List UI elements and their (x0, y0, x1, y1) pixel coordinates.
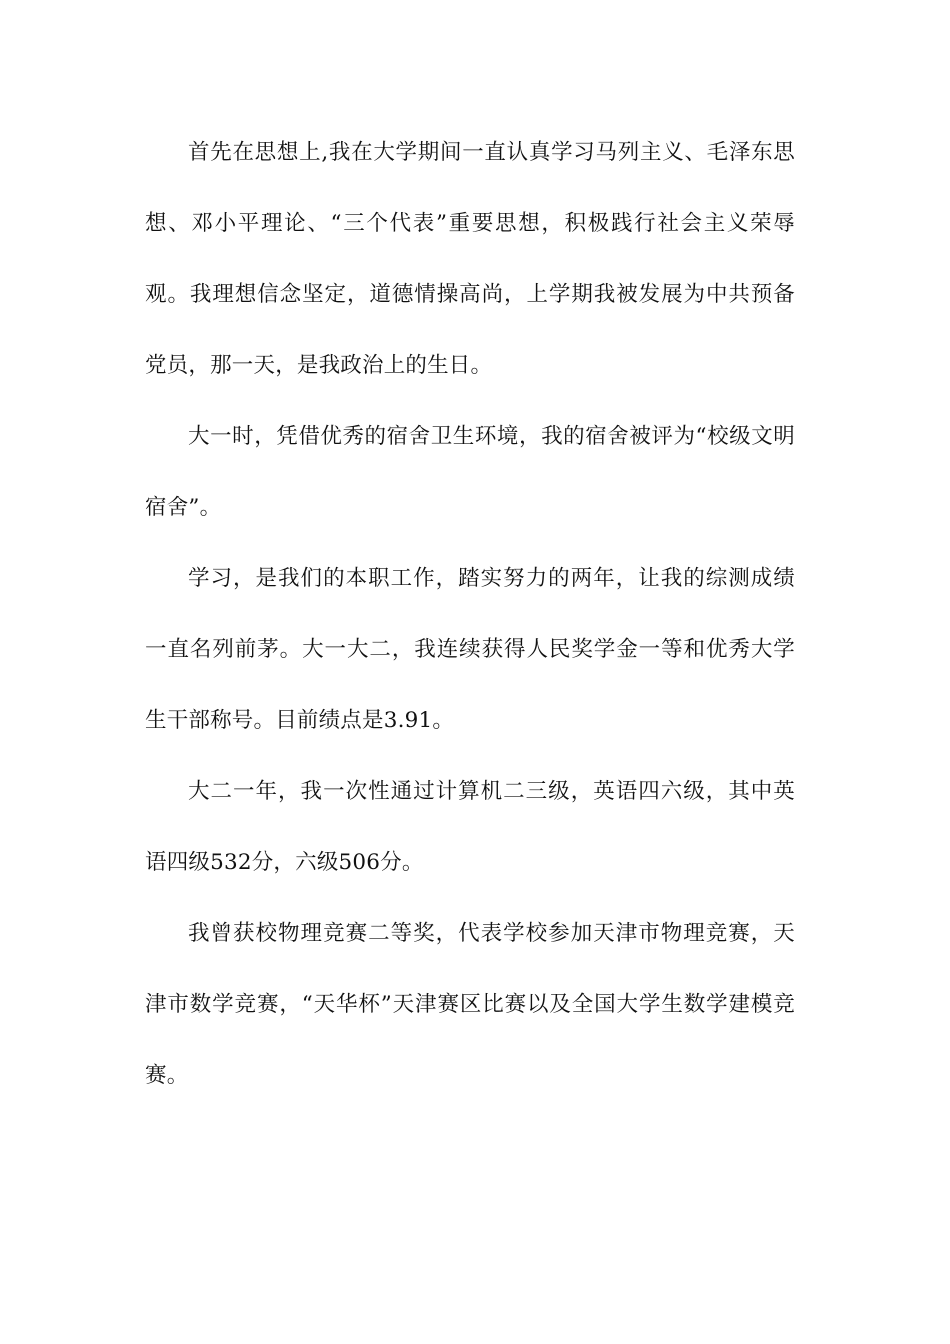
paragraph-political-thought: 首先在思想上,我在大学期间一直认真学习马列主义、毛泽东思想、邓小平理论、“三个代表”重要思想，积极践行社会主义荣辱观。我理想信念坚定，道德情操高尚，上学期我被发展为中共预备党员，那一天，是我政治上的生日。 (145, 140, 795, 378)
paragraph-dormitory-award: 大一时，凭借优秀的宿舍卫生环境，我的宿舍被评为“校级文明宿舍”。 (145, 424, 795, 520)
paragraph-exam-certificates: 大二一年，我一次性通过计算机二三级，英语四六级，其中英语四级532分，六级506分。 (145, 779, 795, 875)
document-body (145, 117, 795, 1111)
paragraph-academic-performance: 学习，是我们的本职工作，踏实努力的两年，让我的综测成绩一直名列前茅。大一大二，我连续获得人民奖学金一等和优秀大学生干部称号。目前绩点是3.91。 (145, 566, 795, 733)
paragraph-competitions: 我曾获校物理竞赛二等奖，代表学校参加天津市物理竞赛，天津市数学竞赛，“天华杯”天津赛区比赛以及全国大学生数学建模竞赛。 (145, 921, 795, 1088)
